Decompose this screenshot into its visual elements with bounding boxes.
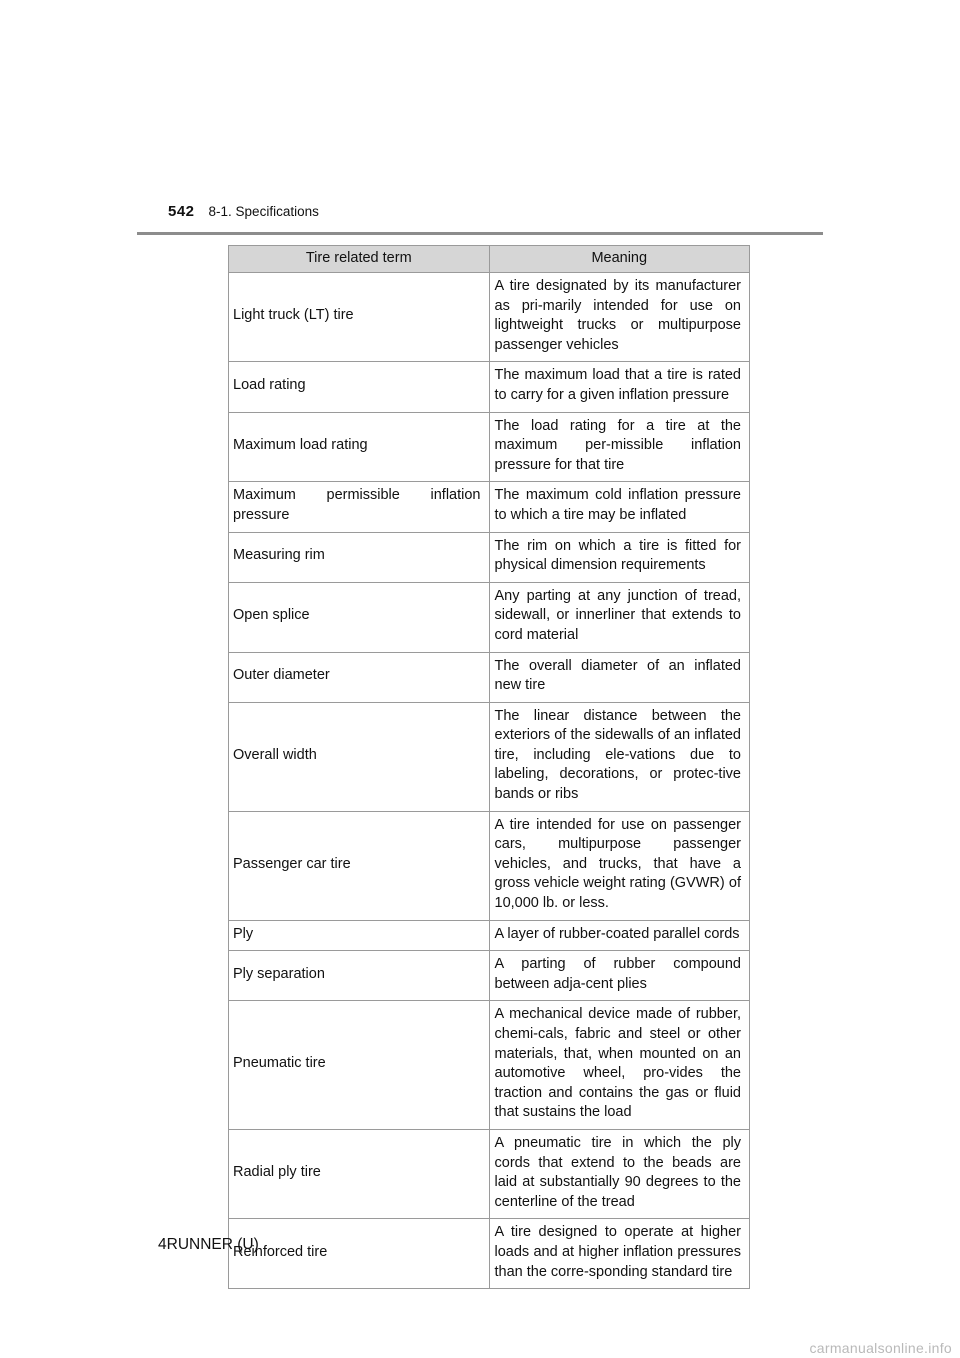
meaning-cell: The maximum load that a tire is rated to carry for a given inflation pressure xyxy=(489,362,750,412)
term-cell: Passenger car tire xyxy=(229,811,490,920)
footer-model-label: 4RUNNER (U) xyxy=(158,1236,259,1253)
table-row xyxy=(229,482,750,532)
table-row xyxy=(229,532,750,582)
meaning-cell: The linear distance between the exteriors of the sidewalls of an inflated tire, including ele-vations due to labeling, decorations, or protec-tive bands or ribs xyxy=(489,702,750,811)
table-row xyxy=(229,702,750,811)
meaning-cell: A pneumatic tire in which the ply cords that extend to the beads are laid at substantially 90 degrees to the centerline of the tread xyxy=(489,1129,750,1218)
term-cell: Ply separation xyxy=(229,951,490,1001)
meaning-cell: A layer of rubber-coated parallel cords xyxy=(489,920,750,951)
meaning-cell: A tire intended for use on passenger cars, multipurpose passenger vehicles, and trucks, that have a gross vehicle weight rating (GVWR) of 10,000 lb. or less. xyxy=(489,811,750,920)
table-row xyxy=(229,582,750,652)
term-cell: Light truck (LT) tire xyxy=(229,273,490,362)
meaning-cell: A tire designated by its manufacturer as pri-marily intended for use on lightweight trucks or multipurpose passenger vehicles xyxy=(489,273,750,362)
table-row xyxy=(229,951,750,1001)
table-row xyxy=(229,652,750,702)
section-title: 8-1. Specifications xyxy=(208,204,319,219)
term-cell: Ply xyxy=(229,920,490,951)
page-number: 542 xyxy=(168,203,195,220)
meaning-cell: A parting of rubber compound between adja-cent plies xyxy=(489,951,750,1001)
table-row xyxy=(229,811,750,920)
term-cell: Open splice xyxy=(229,582,490,652)
page-header xyxy=(168,203,319,220)
term-cell: Maximum permissible inflation pressure xyxy=(229,482,490,532)
table-row xyxy=(229,273,750,362)
table-row xyxy=(229,412,750,482)
meaning-cell: The rim on which a tire is fitted for physical dimension requirements xyxy=(489,532,750,582)
meaning-cell: A tire designed to operate at higher loads and at higher inflation pressures than the corre-sponding standard tire xyxy=(489,1219,750,1289)
table-row xyxy=(229,1001,750,1130)
table-row xyxy=(229,1219,750,1289)
table-row xyxy=(229,920,750,951)
term-cell: Maximum load rating xyxy=(229,412,490,482)
column-header-term: Tire related term xyxy=(229,246,490,273)
header-divider xyxy=(137,232,823,235)
term-cell: Outer diameter xyxy=(229,652,490,702)
meaning-cell: The maximum cold inflation pressure to which a tire may be inflated xyxy=(489,482,750,532)
term-cell: Pneumatic tire xyxy=(229,1001,490,1130)
table-row xyxy=(229,1129,750,1218)
meaning-cell: A mechanical device made of rubber, chemi-cals, fabric and steel or other materials, that, when mounted on an automotive wheel, pro-vides the traction and contains the gas or fluid that sustains the load xyxy=(489,1001,750,1130)
watermark: carmanualsonline.info xyxy=(809,1340,952,1356)
term-cell: Load rating xyxy=(229,362,490,412)
table-row xyxy=(229,362,750,412)
table-header-row xyxy=(229,246,750,273)
meaning-cell: The overall diameter of an inflated new tire xyxy=(489,652,750,702)
term-cell: Measuring rim xyxy=(229,532,490,582)
term-cell: Reinforced tire xyxy=(229,1219,490,1289)
column-header-meaning: Meaning xyxy=(489,246,750,273)
term-cell: Radial ply tire xyxy=(229,1129,490,1218)
term-cell: Overall width xyxy=(229,702,490,811)
meaning-cell: The load rating for a tire at the maximum per-missible inflation pressure for that tire xyxy=(489,412,750,482)
tire-terms-table xyxy=(228,245,750,1289)
meaning-cell: Any parting at any junction of tread, sidewall, or innerliner that extends to cord material xyxy=(489,582,750,652)
